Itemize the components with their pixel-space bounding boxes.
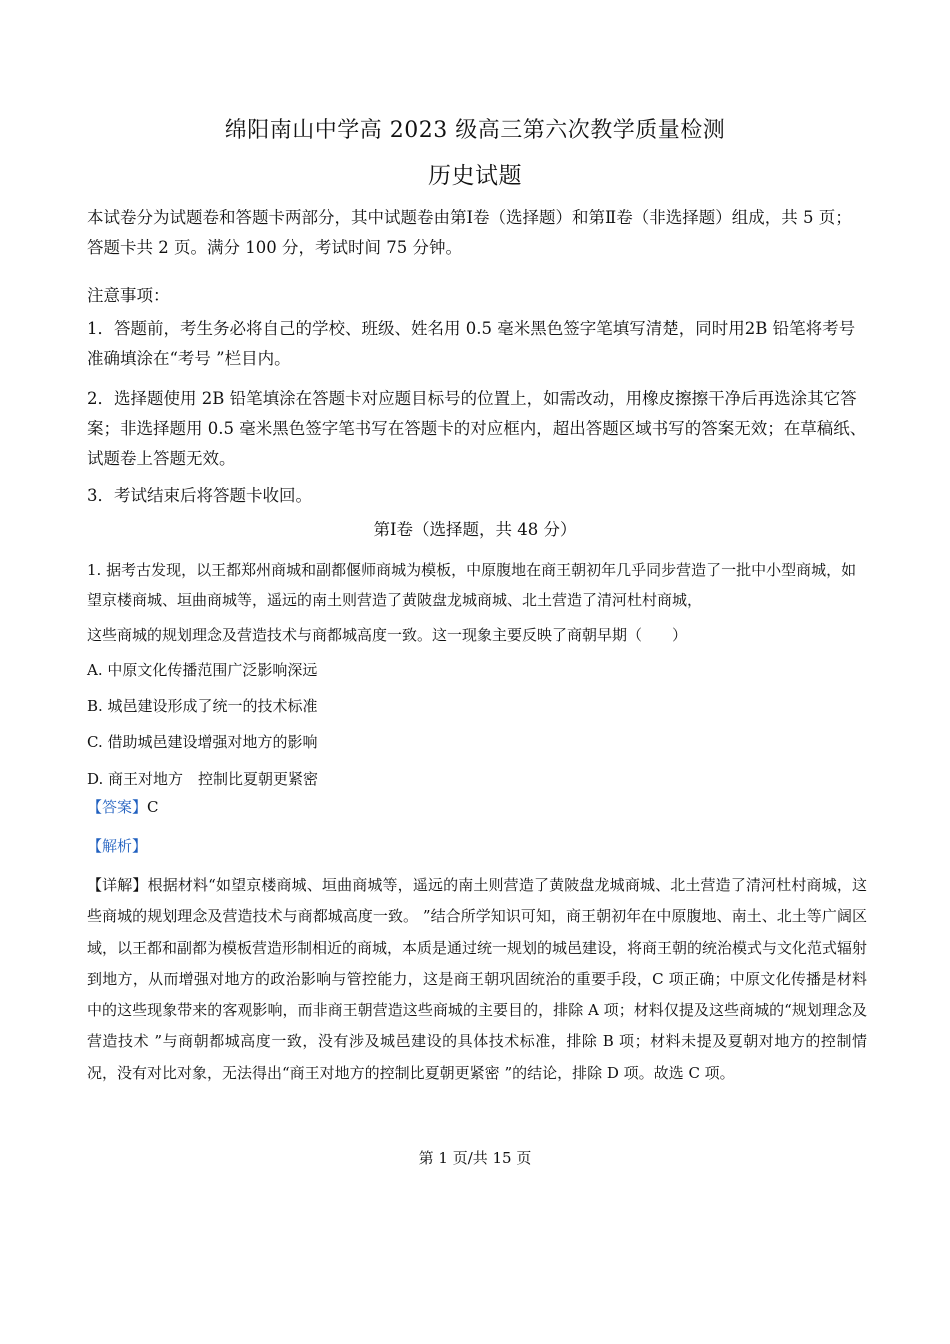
answer-row	[87, 795, 159, 819]
detail-explanation	[87, 870, 867, 1089]
analysis-tag: 【解析】	[87, 837, 148, 855]
detail-text: 根据材料“如望京楼商城、垣曲商城等，遥远的南土则营造了黄陂盘龙城商城、北土营造了清河杜村商城，这些商城的规划理念及营造技术与商都城高度一致。 ”结合所学知识可知，商王朝初年在中原腹地、南土、北土等广阔区域，以王都和副都为模板营造形制相近的商城，本质是通过统一规划的城邑建设，将商王朝的统治模式与文化范式辐射到地方，从而增强对地方的政治影响与管控能力，这是商王朝巩固统治的重要手段，C 项正确；中原文化传播是材料中的这些现象带来的客观影响，而非商王朝营造这些商城的主要目的，排除 A 项；材料仅提及这些商城的“规划理念及营造技术 ”与商朝都城高度一致，没有涉及城邑建设的具体技术标准，排除 B 项；材料未提及夏朝对地方的控制情况，没有对比对象，无法得出“商王对地方的控制比夏朝更紧密 ”的结论，排除 D 项。故选 C 项。	[87, 876, 868, 1082]
notice-item: 1．答题前，考生务必将自己的学校、班级、姓名用 0.5 毫米黑色签字笔填写清楚，同时用2B 铅笔将考号准确填涂在“考号 ”栏目内。	[87, 319, 856, 368]
answer-value: C	[147, 798, 159, 816]
analysis-row	[87, 834, 147, 858]
exam-title: 绵阳南山中学高 2023 级高三第六次教学质量检测	[224, 118, 726, 143]
question-stem-ending: 这些商城的规划理念及营造技术与商都城高度一致。这一现象主要反映了商朝早期（ ）	[87, 626, 688, 644]
notice-item: 3．考试结束后将答题卡收回。	[87, 486, 312, 505]
subject-title: 历史试题	[428, 163, 522, 189]
option-b: B. 城邑建设形成了统一的技术标准	[87, 697, 318, 715]
notice-item: 2．选择题使用 2B 铅笔填涂在答题卡对应题目标号的位置上，如需改动，用橡皮擦擦干净后再选涂其它答案；非选择题用 0.5 毫米黑色签字笔书写在答题卡的对应框内，超出答题区域书写的答案无效；在草稿纸、试题卷上答题无效。	[87, 389, 867, 468]
option-c: C. 借助城邑建设增强对地方的影响	[87, 733, 318, 751]
option-d: D. 商王对地方 控制比夏朝更紧密	[87, 770, 319, 788]
answer-tag: 【答案】	[87, 798, 148, 816]
notice-heading: 注意事项：	[87, 286, 170, 305]
detail-tag: 【详解】	[87, 876, 148, 894]
option-a: A. 中原文化传播范围广泛影响深远	[87, 661, 318, 679]
section-heading: 第Ⅰ卷（选择题，共 48 分）	[373, 520, 577, 539]
page-footer: 第 1 页/共 15 页	[418, 1149, 532, 1167]
intro-paragraph: 本试卷分为试题卷和答题卡两部分，其中试题卷由第Ⅰ卷（选择题）和第Ⅱ卷（非选择题）组成，共 5 页；答题卡共 2 页。满分 100 分，考试时间 75 分钟。	[87, 208, 852, 257]
question-stem: 1. 据考古发现，以王都郑州商城和副都偃师商城为模板，中原腹地在商王朝初年几乎同步营造了一批中小型商城，如望京楼商城、垣曲商城等，遥远的南土则营造了黄陂盘龙城商城、北土营造了清河杜村商城，	[87, 561, 857, 609]
